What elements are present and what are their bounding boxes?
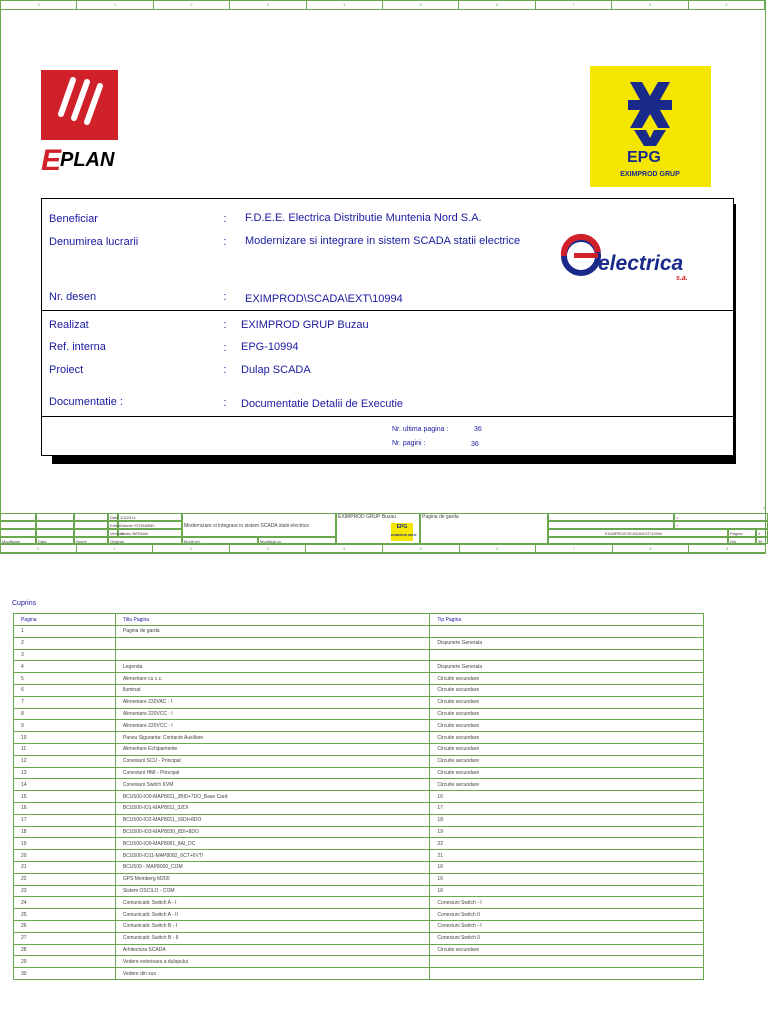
colon: : <box>223 291 227 303</box>
toc-page-number: 18 <box>14 826 116 838</box>
toc-page-title: Iluminat <box>115 684 430 696</box>
toc-page-type: Circuite secundare <box>430 708 704 720</box>
toc-row <box>14 814 704 826</box>
toc-page-number: 3 <box>14 649 116 661</box>
label-realizat: Realizat <box>49 319 89 331</box>
toc-page-type: Circuite secundare <box>430 944 704 956</box>
toc-page-number: 8 <box>14 708 116 720</box>
colon: : <box>223 364 227 376</box>
toc-row <box>14 873 704 885</box>
header-tip: Tip Pagina <box>430 614 704 626</box>
toc-page-number: 10 <box>14 732 116 744</box>
toc-page-number: 24 <box>14 897 116 909</box>
value-documentatie: Documentatie Detalii de Executie <box>241 398 404 410</box>
toc-page-title: BCU500 - MAP8000_COM <box>115 861 430 873</box>
page-number: 1 <box>756 529 768 537</box>
toc-row <box>14 944 704 956</box>
toc-page-title: Comunicatii: Switch A - II <box>115 909 430 921</box>
toc-row <box>14 696 704 708</box>
toc-page-number: 30 <box>14 968 116 980</box>
colon: : <box>223 236 227 248</box>
toc-row <box>14 708 704 720</box>
toc-page-type: Circuite secundare <box>430 696 704 708</box>
toc-page-number: 25 <box>14 909 116 921</box>
eplan-plan-text: PLAN <box>60 149 115 171</box>
toc-page-title: Alimentare 230VAC : I <box>115 696 430 708</box>
toc-page-title: Conexiuni SCU - Principal <box>115 755 430 767</box>
original-label: Original <box>108 537 182 544</box>
header-pagina: Pagina <box>14 614 116 626</box>
toc-row <box>14 885 704 897</box>
ruler-cell: 1 <box>77 1 153 9</box>
tb-cell <box>74 521 108 529</box>
tb-cell <box>0 513 36 521</box>
toc-page-type: 21 <box>430 850 704 862</box>
toc-page-type: Circuite secundare <box>430 779 704 791</box>
toc-page-type <box>430 626 704 638</box>
toc-page-type: 18 <box>430 814 704 826</box>
toc-page-type: Circuite secundare <box>430 767 704 779</box>
toc-page-title: BCU500-IO9-MAP8081_8AI_DC <box>115 838 430 850</box>
label-ref-interna: Ref. interna <box>49 341 106 353</box>
tb-epg-logo-sub: EXIMPROD GRUP <box>391 533 417 537</box>
toc-page-type <box>430 968 704 980</box>
toc-page-type: 16 <box>430 873 704 885</box>
toc-row <box>14 720 704 732</box>
toc-page-number: 14 <box>14 779 116 791</box>
name-label: Nume <box>74 537 108 544</box>
toc-page-number: 27 <box>14 932 116 944</box>
toc-page-title: Sistem OSCILO - COM <box>115 885 430 897</box>
value-ref-interna: EPG-10994 <box>241 341 299 353</box>
epg-logo-text: EPG <box>627 149 661 166</box>
toc-page-title: Alimentare 220VCC : I <box>115 720 430 732</box>
toc-page-type: 22 <box>430 838 704 850</box>
toc-page-type: Conexiuni Switch II <box>430 932 704 944</box>
toc-row <box>14 743 704 755</box>
ruler-cell: 8 <box>612 1 688 9</box>
tb-cell <box>36 513 74 521</box>
toc-page-number: 6 <box>14 684 116 696</box>
ruler-cell: 7 <box>536 1 612 9</box>
tb-cell <box>0 521 36 529</box>
eplan-logo <box>41 70 118 178</box>
toc-row <box>14 637 704 649</box>
pages-value: 36 <box>471 441 479 448</box>
toc-page-type: 17 <box>430 802 704 814</box>
toc-table <box>13 613 704 980</box>
ruler-cell: 3 <box>230 1 306 9</box>
tb-cell <box>548 537 728 544</box>
toc-page-type: Circuite secundare <box>430 720 704 732</box>
toc-page-type: Conexiuni Switch - I <box>430 897 704 909</box>
value-proiect: Dulap SCADA <box>241 364 311 376</box>
toc-page-type: Circuite secundare <box>430 673 704 685</box>
project-info-box <box>41 198 734 456</box>
toc-page-number: 11 <box>14 743 116 755</box>
toc-page-type: Circuite secundare <box>430 755 704 767</box>
label-documentatie: Documentatie : <box>49 396 123 408</box>
value-realizat: EXIMPROD GRUP Buzau <box>241 319 369 331</box>
tb-epg-logo <box>391 523 417 541</box>
toc-row <box>14 684 704 696</box>
toc-page-title: BCU500-IO3-MAP8030_8DI+8DO <box>115 826 430 838</box>
toc-page-title <box>115 649 430 661</box>
header-titlu: Titlu Pagina <box>115 614 430 626</box>
toc-row <box>14 920 704 932</box>
toc-page-title: BCU500-IO1-MAP8011_32DI <box>115 802 430 814</box>
label-beneficiar: Beneficiar <box>49 213 98 225</box>
toc-page-title: BCU500-IO0-MAP8011_3BI0+7DO_Base Card <box>115 791 430 803</box>
title-block <box>0 505 766 553</box>
epg-logo-subtext: EXIMPROD GRUP <box>620 171 680 178</box>
toc-row <box>14 767 704 779</box>
last-page-value: 36 <box>474 426 482 433</box>
toc-page-number: 2 <box>14 637 116 649</box>
company-cell <box>336 513 420 544</box>
ruler-cell: 9 <box>689 545 766 553</box>
ruler-cell: 4 <box>306 545 383 553</box>
electrica-logo <box>556 212 706 306</box>
toc-page-number: 12 <box>14 755 116 767</box>
toc-page-number: 9 <box>14 720 116 732</box>
toc-page-number: 23 <box>14 885 116 897</box>
toc-page-number: 4 <box>14 661 116 673</box>
toc-page-number: 17 <box>14 814 116 826</box>
toc-page-title: Legenda <box>115 661 430 673</box>
colon: : <box>223 213 227 225</box>
eq-label: = <box>674 513 768 521</box>
toc-row <box>14 649 704 661</box>
value-nr-desen: EXIMPROD\SCADA\EXT\10994 <box>245 293 403 305</box>
toc-page-number: 22 <box>14 873 116 885</box>
electrica-logo-text: electrica <box>598 252 684 275</box>
ruler-cell: 5 <box>383 545 460 553</box>
toc-page-number: 1 <box>14 626 116 638</box>
colon: : <box>223 342 227 354</box>
toc-row <box>14 755 704 767</box>
epg-logo <box>590 66 711 187</box>
ruler-cell: 6 <box>460 545 537 553</box>
label-nr-desen: Nr. desen <box>49 291 97 303</box>
toc-page-number: 28 <box>14 944 116 956</box>
toc-row <box>14 732 704 744</box>
toc-row <box>14 802 704 814</box>
toc-page-type: Dispunere Generala <box>430 637 704 649</box>
tb-cell <box>36 521 74 529</box>
ruler-cell: 3 <box>230 545 307 553</box>
date-value: 1/3/2014 <box>118 513 182 521</box>
ruler-cell: 0 <box>1 1 77 9</box>
toc-row <box>14 791 704 803</box>
toc-page-type: 19 <box>430 826 704 838</box>
modif-label: Modificare <box>0 537 36 544</box>
divider <box>42 310 733 311</box>
tb-cell <box>36 529 74 537</box>
toc-page-number: 26 <box>14 920 116 932</box>
ruler-cell: 2 <box>153 545 230 553</box>
toc-row <box>14 897 704 909</box>
toc-page-type: 16 <box>430 885 704 897</box>
tb-cell <box>548 513 674 521</box>
toc-page-title: GPS Meinberg M200 <box>115 873 430 885</box>
toc-row <box>14 909 704 921</box>
page-title-cell: Pagina de garda <box>420 513 548 544</box>
toc-page-number: 15 <box>14 791 116 803</box>
toc-page-title: Alimentare 220VCC : I <box>115 708 430 720</box>
toc-page-number: 16 <box>14 802 116 814</box>
toc-row <box>14 673 704 685</box>
toc-row <box>14 826 704 838</box>
toc-page-title: Alimentare cu c.c. <box>115 673 430 685</box>
toc-page-title: Comunicatii: Switch A - I <box>115 897 430 909</box>
ruler-cell: 9 <box>689 1 765 9</box>
toc-page-type <box>430 649 704 661</box>
last-page-label: Nr. ultima pagina : <box>392 426 449 433</box>
ruler-cell: 0 <box>0 545 77 553</box>
of-number: 36 <box>756 537 768 544</box>
toc-page-number: 5 <box>14 673 116 685</box>
toc-row <box>14 956 704 968</box>
colon: : <box>223 397 227 409</box>
bottom-ruler <box>0 544 766 554</box>
toc-row <box>14 779 704 791</box>
toc-row <box>14 932 704 944</box>
toc-page-type <box>430 956 704 968</box>
ruler-number: 2 <box>763 505 766 510</box>
toc-page-number: 21 <box>14 861 116 873</box>
toc-page-type: Circuite secundare <box>430 684 704 696</box>
toc-page-title <box>115 637 430 649</box>
toc-page-title: Vedere din sus <box>115 968 430 980</box>
toc-page-number: 19 <box>14 838 116 850</box>
toc-page-number: 13 <box>14 767 116 779</box>
toc-row <box>14 861 704 873</box>
toc-header-row <box>14 614 704 626</box>
tb-cell <box>0 529 36 537</box>
drawing-no: EXIMPROD\SCADA\EXT\10994 <box>548 529 728 537</box>
toc-page-title: Alimentare Echipamente <box>115 743 430 755</box>
electrica-logo-subtext: s.a. <box>676 275 688 282</box>
date-label: Data <box>110 515 119 520</box>
toc-row <box>14 838 704 850</box>
ruler-cell: 6 <box>459 1 535 9</box>
label-denumire: Denumirea lucrarii <box>49 236 139 248</box>
toc-title: Cuprins <box>12 600 37 607</box>
toc-page-type: Conexiuni Switch II <box>430 909 704 921</box>
data-label: Data <box>36 537 74 544</box>
value-denumire: Modernizare si integrare in sistem SCADA statii electrice <box>245 235 521 247</box>
ruler-cell: 8 <box>613 545 690 553</box>
toc-page-type: 16 <box>430 791 704 803</box>
toc-page-number: 20 <box>14 850 116 862</box>
company-name: EXIMPROD GRUP Buzau <box>338 514 396 520</box>
toc-page-title: BCU500-IO11-MAP8082_6CT+6VT! <box>115 850 430 862</box>
ruler-cell: 5 <box>383 1 459 9</box>
toc-page-type: 16 <box>430 861 704 873</box>
edit-label: Editat <box>110 523 121 528</box>
tb-cell <box>548 521 674 529</box>
ruler-cell: 4 <box>307 1 383 9</box>
top-ruler <box>1 1 765 10</box>
toc-page-title: Comunicatii: Switch B - I <box>115 920 430 932</box>
toc-page-type: Conexiuni Switch - I <box>430 920 704 932</box>
divider <box>42 416 733 417</box>
toc-page-title: Conexiuni HMI - Principal <box>115 767 430 779</box>
toc-page-type: Circuite secundare <box>430 743 704 755</box>
toc-row <box>14 661 704 673</box>
toc-page-title: Panou Siguranta: Contacte Auxiliare <box>115 732 430 744</box>
toc-page-title: BCU500-IO2-MAP8011_16DI+8DO <box>115 814 430 826</box>
verifier-value: Ovidiu BIRMAN <box>118 529 182 537</box>
page-label: Pagina <box>728 529 756 537</box>
toc-page-title: Pagina de garda <box>115 626 430 638</box>
ruler-cell: 2 <box>154 1 230 9</box>
value-beneficiar: F.D.E.E. Electrica Distributie Muntenia Nord S.A. <box>245 212 482 224</box>
tb-epg-logo-text: EPG <box>396 524 408 530</box>
toc-page-type: Circuite secundare <box>430 732 704 744</box>
toc-page-number: 7 <box>14 696 116 708</box>
toc-page-title: Conexiuni Switch KVM <box>115 779 430 791</box>
modif2-label: Modificat cu <box>258 537 336 544</box>
toc-row <box>14 968 704 980</box>
modif1-label: Modif.ref. <box>182 537 258 544</box>
eplan-e-letter: E <box>41 144 62 177</box>
toc-row <box>14 626 704 638</box>
colon: : <box>223 319 227 331</box>
verified-label: Verificat <box>110 531 125 536</box>
toc-page-number: 29 <box>14 956 116 968</box>
project-text: Modernizare si integrare in sistem SCADA statii electrice <box>182 513 336 537</box>
toc-page-type: Dispunere Generala <box>430 661 704 673</box>
toc-page-title: Arhitectura SCADA <box>115 944 430 956</box>
toc-row <box>14 850 704 862</box>
plus-label: + <box>674 521 768 529</box>
ruler-cell: 7 <box>536 545 613 553</box>
pages-label: Nr. pagini : <box>392 440 426 447</box>
toc-page-title: Vedere exterioara a dulapului <box>115 956 430 968</box>
of-label: Din <box>728 537 756 544</box>
tb-cell <box>74 513 108 521</box>
toc-page-title: Comunicatii: Switch B - II <box>115 932 430 944</box>
ruler-cell: 1 <box>77 545 154 553</box>
editor-value: Gabriel STRAMBEI <box>118 521 182 529</box>
label-proiect: Proiect <box>49 364 84 376</box>
tb-cell <box>74 529 108 537</box>
